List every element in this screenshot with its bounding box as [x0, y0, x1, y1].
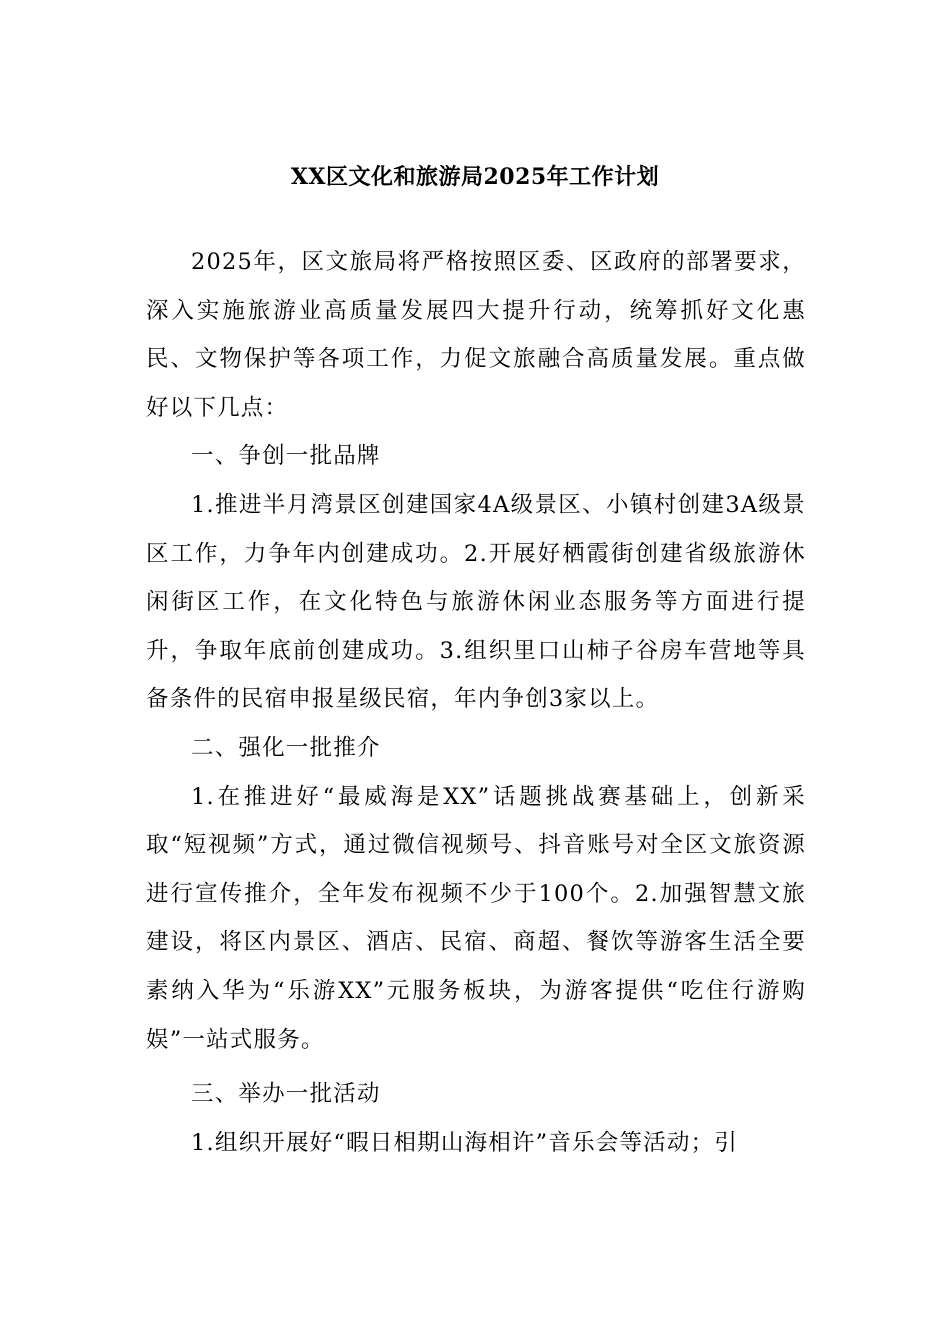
- document-title: XX区文化和旅游局2025年工作计划: [290, 164, 660, 190]
- intro-paragraph: 2025年，区文旅局将严格按照区委、区政府的部署要求，深入实施旅游业高质量发展四大提升行动，统筹抓好文化惠民、文物保护等各项工作，力促文旅融合高质量发展。重点做好以下几点：: [146, 249, 806, 421]
- section-paragraph-2: 1.在推进好“最威海是XX”话题挑战赛基础上，创新采取“短视频”方式，通过微信视频号、抖音账号对全区文旅资源进行宣传推介，全年发布视频不少于100个。2.加强智慧文旅建设，将区内景区、酒店、民宿、商超、餐饮等游客生活全要素纳入华为“乐游XX”元服务板块，为游客提供“吃住行游购娱”一站式服务。: [146, 783, 806, 1053]
- section-paragraph-3: 1.组织开展好“暇日相期山海相许”音乐会等活动；引: [191, 1129, 738, 1156]
- section-heading-3: 三、举办一批活动: [191, 1081, 381, 1108]
- section-paragraph-1: 1.推进半月湾景区创建国家4A级景区、小镇村创建3A级景区工作，力争年内创建成功。2.开展好栖霞街创建省级旅游休闲街区工作，在文化特色与旅游休闲业态服务等方面进行提升，争取年底前创建成功。3.组织里口山柿子谷房车营地等具备条件的民宿申报星级民宿，年内争创3家以上。: [146, 491, 806, 713]
- section-heading-2: 二、强化一批推介: [191, 734, 381, 761]
- document-body: [146, 238, 806, 1167]
- section-heading-1: 一、争创一批品牌: [191, 443, 381, 470]
